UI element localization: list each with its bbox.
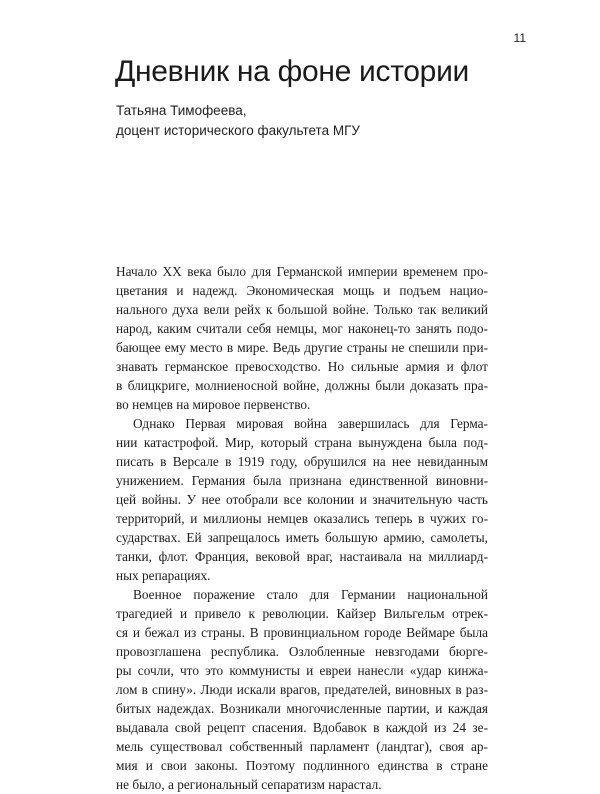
text-line: во немцев на мировое первенство. <box>116 397 311 412</box>
text-line: ных репарациях. <box>116 568 211 583</box>
page-number: 11 <box>513 31 526 45</box>
text-line: Военное поражение стало для Германии национальной <box>133 587 488 602</box>
text-line: ся и бежал из страны. В провинциальном городе Веймаре была <box>116 625 488 640</box>
paragraph-1 <box>116 262 488 414</box>
text-line: мия и свои законы. Поэтому подлинного единства в стране <box>116 758 488 773</box>
text-line: территорий, и миллионы немцев оказались теперь в чужих го- <box>116 511 488 526</box>
paragraph-3 <box>116 585 488 794</box>
text-line: выдавала свой рецепт спасения. Вдобавок в каждой из 24 зе- <box>116 720 488 735</box>
text-line: не было, а региональный сепаратизм нарастал. <box>116 777 382 792</box>
author-position: доцент исторического факультета МГУ <box>116 123 360 138</box>
text-line: провозглашена республика. Озлобленные невзгодами бюрге- <box>116 644 488 659</box>
text-line: писать в Версале в 1919 году, обрушился на нее невиданным <box>116 454 488 469</box>
body-text <box>116 262 488 794</box>
text-line: бающее ему место в мире. Ведь другие страны не спешили при- <box>116 340 488 355</box>
text-line: унижением. Германия была признана единственной виновни- <box>116 473 488 488</box>
text-line: Однако Первая мировая война завершилась для Герма- <box>133 416 488 431</box>
text-line: лом в спину». Люди искали врагов, предателей, виновных в раз- <box>116 682 488 697</box>
text-line: мель существовал собственный парламент (ландтаг), своя ар- <box>116 739 488 754</box>
text-line: знавать германское превосходство. Но сильные армия и флот <box>116 359 488 374</box>
text-line: нального духа вели рейх к большой войне. Только так великий <box>116 302 488 317</box>
text-line: Начало XX века было для Германской империи временем про- <box>116 264 488 279</box>
paragraph-2 <box>116 414 488 585</box>
text-line: цветания и надежд. Экономическая мощь и подъем нацио- <box>116 283 488 298</box>
text-line: танки, флот. Франция, вековой враг, настаивала на миллиард- <box>116 549 488 564</box>
text-line: в блицкриге, молниеносной войне, должны были доказать пра- <box>116 378 488 393</box>
text-line: сударствах. Ей запрещалось иметь большую армию, самолеты, <box>116 530 488 545</box>
author-block <box>116 101 360 141</box>
text-line: народ, каким считали себя немцы, мог наконец-то занять подо- <box>116 321 488 336</box>
text-line: ры сочли, что это коммунисты и евреи нанесли «удар кинжа- <box>116 663 488 678</box>
text-line: битых надеждах. Возникали многочисленные партии, и каждая <box>116 701 488 716</box>
text-line: нии катастрофой. Мир, который страна вынуждена была под- <box>116 435 488 450</box>
author-name: Татьяна Тимофеева, <box>116 103 247 118</box>
chapter-title: Дневник на фоне истории <box>115 55 469 88</box>
text-line: трагедией и привело к революции. Кайзер Вильгельм отрек- <box>116 606 488 621</box>
text-line: цей войны. У нее отобрали все колонии и значительную часть <box>116 492 488 507</box>
